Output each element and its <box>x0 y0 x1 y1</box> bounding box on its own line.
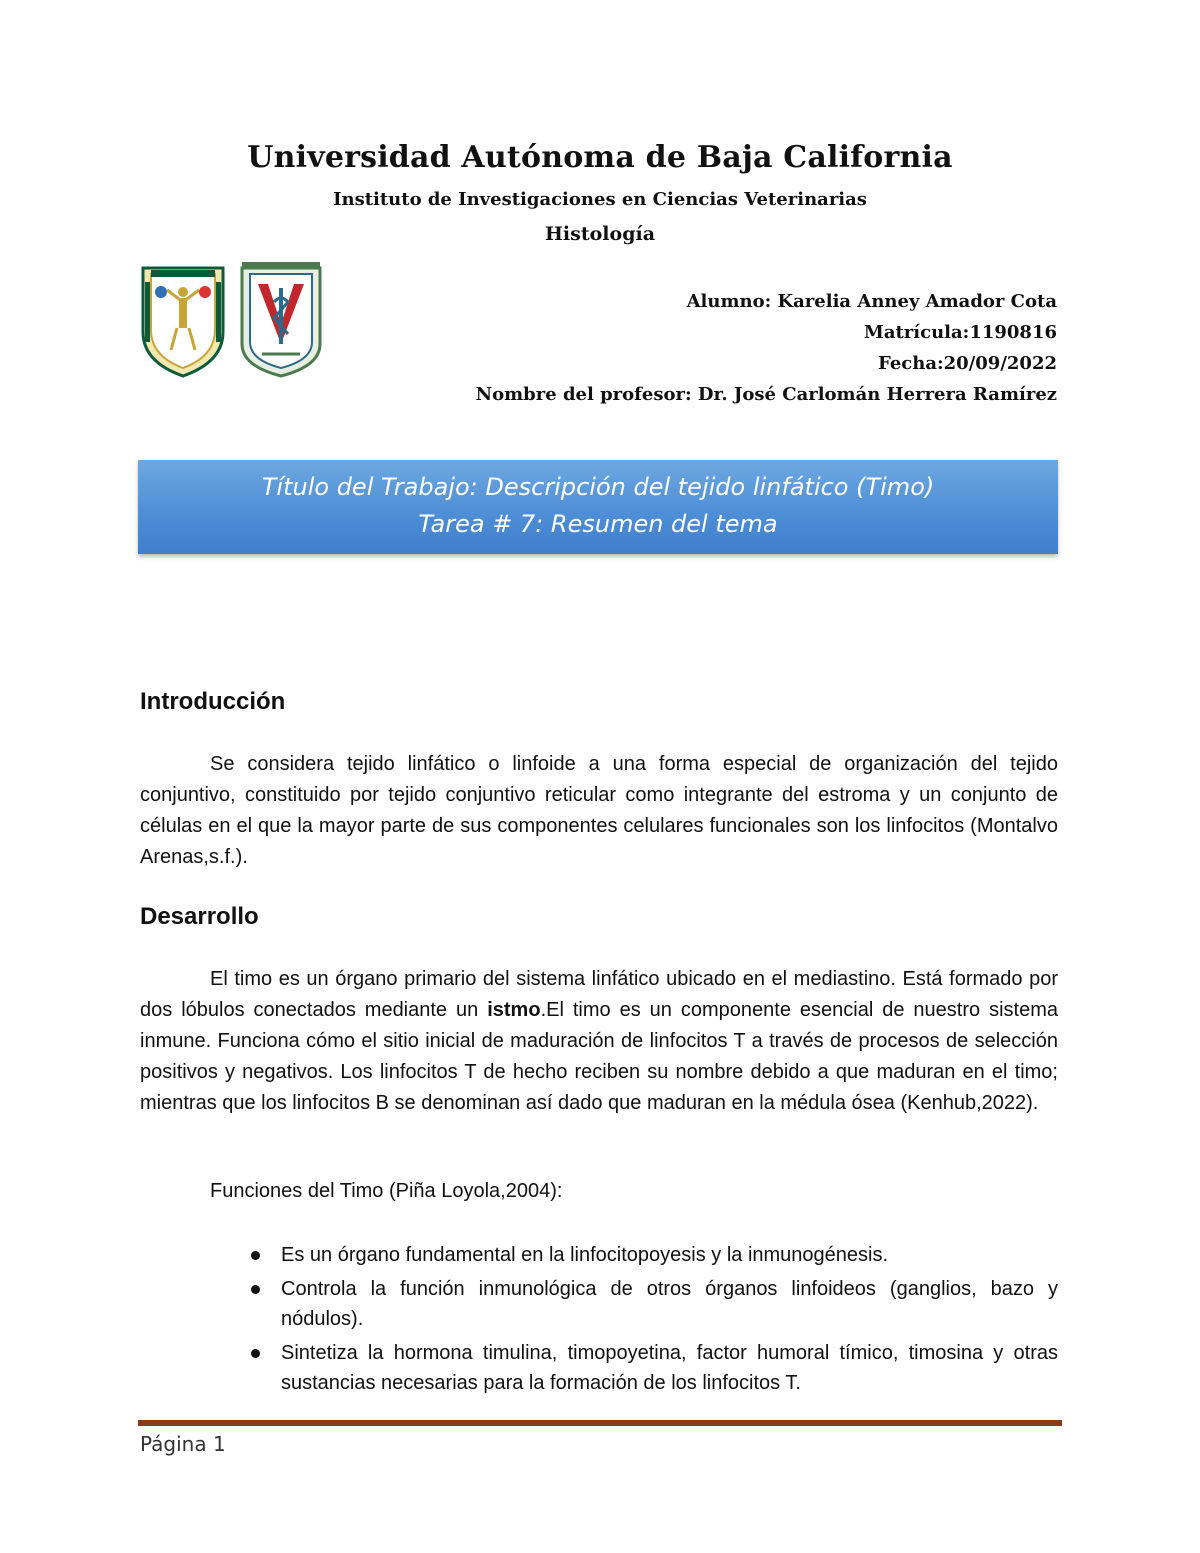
desarrollo-text-b: .El timo es un componente esencial de nuestro sistema inmune. Funciona cómo el sitio inicial de maduración de linfocitos T a través de procesos de selección positivos y negativos. Los linfocitos T de hecho reciben su nombre debido a que maduran en el timo; mientras que los linfocitos B se denominan así dado que maduran en la médula ósea (Kenhub,2022). <box>140 999 1058 1114</box>
date: Fecha:20/09/2022 <box>878 353 1057 374</box>
intro-heading: Introducción <box>140 688 286 715</box>
student-id: Matrícula:1190816 <box>863 322 1057 343</box>
desarrollo-text-a: El timo es un órgano primario del sistema linfático ubicado en el mediastino. Está formado por dos lóbulos conectados mediante un <box>140 968 1058 1021</box>
subject-name: Histología <box>544 223 656 245</box>
functions-list <box>245 1240 1058 1402</box>
bullet-icon <box>251 1349 260 1358</box>
list-item <box>245 1274 1058 1334</box>
list-item <box>245 1338 1058 1398</box>
list-item-text: Es un órgano fundamental en la linfocitopoyesis y la inmunogénesis. <box>281 1244 889 1266</box>
intro-paragraph: Se considera tejido linfático o linfoide a una forma especial de organización del tejido conjuntivo, constituido por tejido conjuntivo reticular como integrante del estroma y un conjunto de células en el que la mayor parte de sus componentes celulares funcionales son los linfocitos (Montalvo Arenas,s.f.). <box>140 753 1058 868</box>
university-title: Universidad Autónoma de Baja California <box>247 140 953 175</box>
list-item-text: Sintetiza la hormona timulina, timopoyetina, factor humoral tímico, timosina y otras sustancias necesarias para la formación de los linfocitos T. <box>281 1342 1058 1394</box>
task-title: Tarea # 7: Resumen del tema <box>418 510 778 538</box>
title-banner <box>138 460 1058 554</box>
footer-rule <box>138 1420 1062 1426</box>
page-number: Página 1 <box>140 1432 226 1456</box>
list-item <box>245 1240 1058 1270</box>
desarrollo-paragraph <box>140 964 1058 1119</box>
desarrollo-bold-term: istmo <box>487 999 541 1021</box>
work-title: Título del Trabajo: Descripción del tejido linfático (Timo) <box>261 473 935 501</box>
student-name: Alumno: Karelia Anney Amador Cota <box>686 291 1057 312</box>
student-info <box>476 286 1057 410</box>
bullet-icon <box>251 1251 260 1260</box>
functions-label: Funciones del Timo (Piña Loyola,2004): <box>210 1180 563 1202</box>
uabc-logo-icon <box>137 262 229 380</box>
list-item-text: Controla la función inmunológica de otros órganos linfoideos (ganglios, bazo y nódulos). <box>281 1278 1058 1330</box>
desarrollo-heading: Desarrollo <box>140 903 259 930</box>
iicv-logo-icon <box>236 258 326 380</box>
professor-name: Nombre del profesor: Dr. José Carlomán Herrera Ramírez <box>475 384 1057 405</box>
institute-name: Instituto de Investigaciones en Ciencias Veterinarias <box>333 189 867 210</box>
bullet-icon <box>251 1285 260 1294</box>
